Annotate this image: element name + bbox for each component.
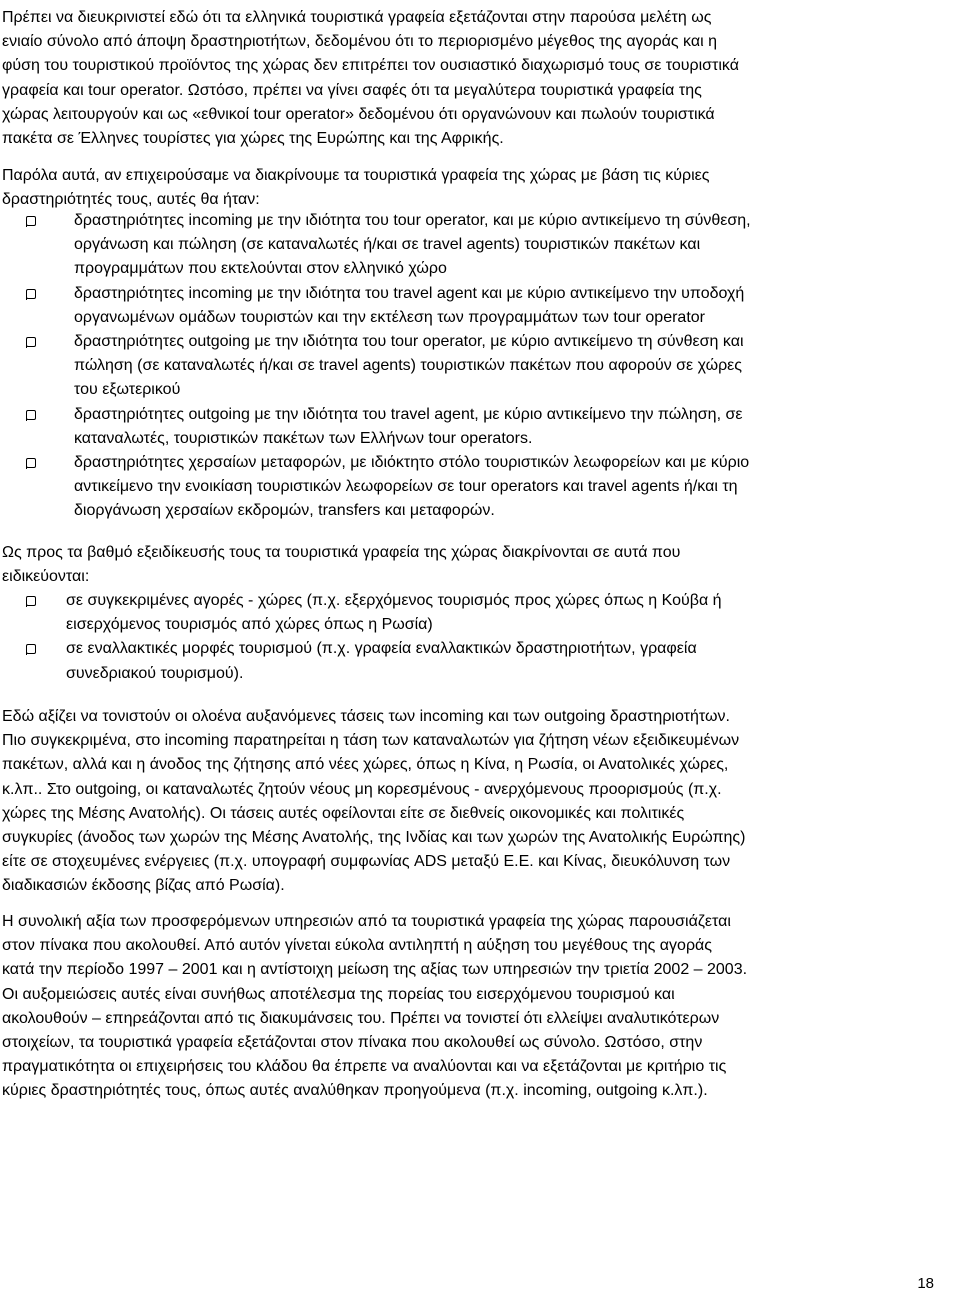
text-line: καταναλωτές, τουριστικών πακέτων των Ελλήνων tour operators. (74, 429, 533, 447)
page-number: 18 (917, 1275, 934, 1292)
activities-intro-paragraph (2, 164, 947, 212)
specializations-list (26, 589, 946, 686)
text-line: Πρέπει να διευκρινιστεί εδώ ότι τα ελληνικά τουριστικά γραφεία εξετάζονται στην παρούσα μελέτη ως (2, 9, 712, 26)
text-line: Η συνολική αξία των προσφερόμενων υπηρεσιών από τα τουριστικά γραφεία της χώρας παρουσιάζεται (2, 913, 731, 930)
list-item (26, 451, 946, 524)
text-line: κατά την περίοδο 1997 – 2001 και η αντίστοιχη μείωση της αξίας των υπηρεσιών την τριετία 2002 – 2003. (2, 961, 748, 979)
text-line: συγκυρίες (άνοδος των χωρών της Μέσης Ανατολής, της Ινδίας και των χωρών της Ανατολικής Ευρώπης) (2, 828, 746, 846)
text-line: Οι αυξομειώσεις αυτές είναι συνήθως αποτέλεσμα της πορείας του εισερχόμενου τουρισμού και (2, 985, 675, 1003)
checkbox-bullet-icon (26, 596, 36, 606)
text-line: δραστηριότητες χερσαίων μεταφορών, με ιδιόκτητο στόλο τουριστικών λεωφορείων και με κύριο (74, 453, 750, 471)
text-line: σε συγκεκριμένες αγορές - χώρες (π.χ. εξερχόμενος τουρισμός προς χώρες όπως η Κούβα ή (66, 592, 722, 609)
text-line: ακολουθούν – επηρεάζονται από τις διακυμάνσεις του. Πρέπει να τονιστεί ότι ελλείψει αναλυτικότερων (2, 1009, 720, 1027)
checkbox-bullet-icon (26, 410, 36, 420)
text-line: σε εναλλακτικές μορφές τουρισμού (π.χ. γραφεία εναλλακτικών δραστηριοτήτων, γραφεία (66, 640, 697, 658)
text-line: ενιαίο σύνολο από άποψη δραστηριοτήτων, δεδομένου ότι το περιορισμένο μέγεθος της αγοράς και η (2, 33, 717, 51)
text-line: πακέτα σε Έλληνες τουρίστες για χώρες της Ευρώπης και της Αφρικής. (2, 129, 504, 147)
text-line: συνεδριακού τουρισμού). (66, 664, 244, 682)
list-item (26, 637, 946, 685)
text-line: αντικείμενο την ενοικίαση τουριστικών λεωφορείων σε tour operators και travel agents ή/και τη (74, 478, 738, 496)
text-line: στον πίνακα που ακολουθεί. Από αυτόν γίνεται εύκολα αντιληπτή η αύξηση του μεγέθους της αγοράς (2, 937, 713, 955)
list-item (26, 209, 946, 282)
text-line: πραγματικότητα οι επιχειρήσεις του κλάδου θα έπρεπε να αναλύονται και να εξετάζονται με κριτήριο τις (2, 1058, 727, 1076)
text-line: Εδώ αξίζει να τονιστούν οι ολοένα αυξανόμενες τάσεις των incoming και των outgoing δραστηριοτήτων. (2, 708, 730, 725)
text-line: φύση του τουριστικού προϊόντος της χώρας δεν επιτρέπει τον ουσιαστικό διαχωρισμό τους σε τουριστικά (2, 57, 739, 75)
text-line: δραστηριότητές τους, αυτές θα ήταν: (2, 191, 260, 209)
text-line: γραφεία και tour operator. Ωστόσο, πρέπει να γίνει σαφές ότι τα μεγαλύτερα τουριστικά γραφεία της (2, 81, 702, 99)
text-line: προγραμμάτων που εκτελούνται στον ελληνικό χώρο (74, 260, 447, 278)
list-item (26, 403, 946, 451)
market-value-paragraph (2, 910, 947, 1104)
activities-list (26, 209, 946, 523)
text-line: δραστηριότητες incoming με την ιδιότητα του travel agent και με κύριο αντικείμενο την υποδοχή (74, 284, 745, 302)
text-line: Ως προς τα βαθμό εξειδίκευσής τους τα τουριστικά γραφεία της χώρας διακρίνονται σε αυτά που (2, 544, 681, 561)
text-line: χώρες της Μέσης Ανατολής). Οι τάσεις αυτές οφείλονται είτε σε διεθνείς οικονομικές και πολιτικές (2, 804, 685, 822)
text-line: του εξωτερικού (74, 381, 181, 399)
text-line: δραστηριότητες incoming με την ιδιότητα του tour operator, και με κύριο αντικείμενο τη σύνθεση, (74, 212, 751, 229)
text-line: Παρόλα αυτά, αν επιχειρούσαμε να διακρίνουμε τα τουριστικά γραφεία της χώρας με βάση τις κύριες (2, 167, 710, 184)
text-line: κ.λπ.. Στο outgoing, οι καταναλωτές ζητούν νέους μη κορεσμένους - ανερχόμενους προορισμούς (π.χ. (2, 780, 722, 798)
text-line: διοργάνωση χερσαίων εκδρομών, transfers και μεταφορών. (74, 502, 495, 520)
text-line: πακέτων, αλλά και η άνοδος της ζήτησης από νέες χώρες, όπως η Κίνα, η Ρωσία, οι Ανατολικές χώρες, (2, 756, 729, 774)
intro-paragraph (2, 6, 947, 151)
list-item (26, 589, 946, 637)
trends-paragraph (2, 705, 947, 899)
text-line: δραστηριότητες outgoing με την ιδιότητα του tour operator, με κύριο αντικείμενο τη σύνθεση και (74, 332, 744, 350)
text-line: ειδικεύονται: (2, 568, 90, 586)
checkbox-bullet-icon (26, 216, 36, 226)
text-line: οργάνωση και πώληση (σε καταναλωτές ή/και σε travel agents) τουριστικών πακέτων και (74, 236, 701, 254)
list-item (26, 282, 946, 330)
checkbox-bullet-icon (26, 458, 36, 468)
text-line: χώρας λειτουργούν και ως «εθνικοί tour operator» δεδομένου ότι οργανώνουν και πωλούν τουριστικά (2, 105, 715, 123)
text-line: είτε σε στοχευμένες ενέργειες (π.χ. υπογραφή συμφωνίας ADS μεταξύ Ε.Ε. και Κίνας, διευκόλυνση των (2, 853, 731, 871)
list-item (26, 330, 946, 403)
text-line: Πιο συγκεκριμένα, στο incoming παρατηρείται η τάση των καταναλωτών για ζήτηση νέων εξειδικευμένων (2, 732, 740, 750)
text-line: δραστηριότητες outgoing με την ιδιότητα του travel agent, με κύριο αντικείμενο την πώληση, σε (74, 405, 743, 423)
text-line: διαδικασιών έκδοσης βίζας από Ρωσία). (2, 877, 285, 895)
specialization-intro-paragraph (2, 541, 947, 589)
text-line: πώληση (σε καταναλωτές ή/και σε travel agents) τουριστικών πακέτων που αφορούν σε χώρες (74, 357, 743, 375)
text-line: κύριες δραστηριότητές τους, όπως αυτές αναλύθηκαν προηγούμενα (π.χ. incoming, outgoing κ.λπ.). (2, 1082, 708, 1100)
checkbox-bullet-icon (26, 644, 36, 654)
checkbox-bullet-icon (26, 337, 36, 347)
checkbox-bullet-icon (26, 289, 36, 299)
text-line: οργανωμένων ομάδων τουριστών και την εκτέλεση των προγραμμάτων των tour operator (74, 308, 705, 326)
text-line: εισερχόμενος τουρισμός από χώρες όπως η Ρωσία) (66, 616, 433, 634)
text-line: στοιχείων, τα τουριστικά γραφεία εξετάζονται στον πίνακα που ακολουθεί ως σύνολο. Ωστόσο, στην (2, 1033, 703, 1051)
